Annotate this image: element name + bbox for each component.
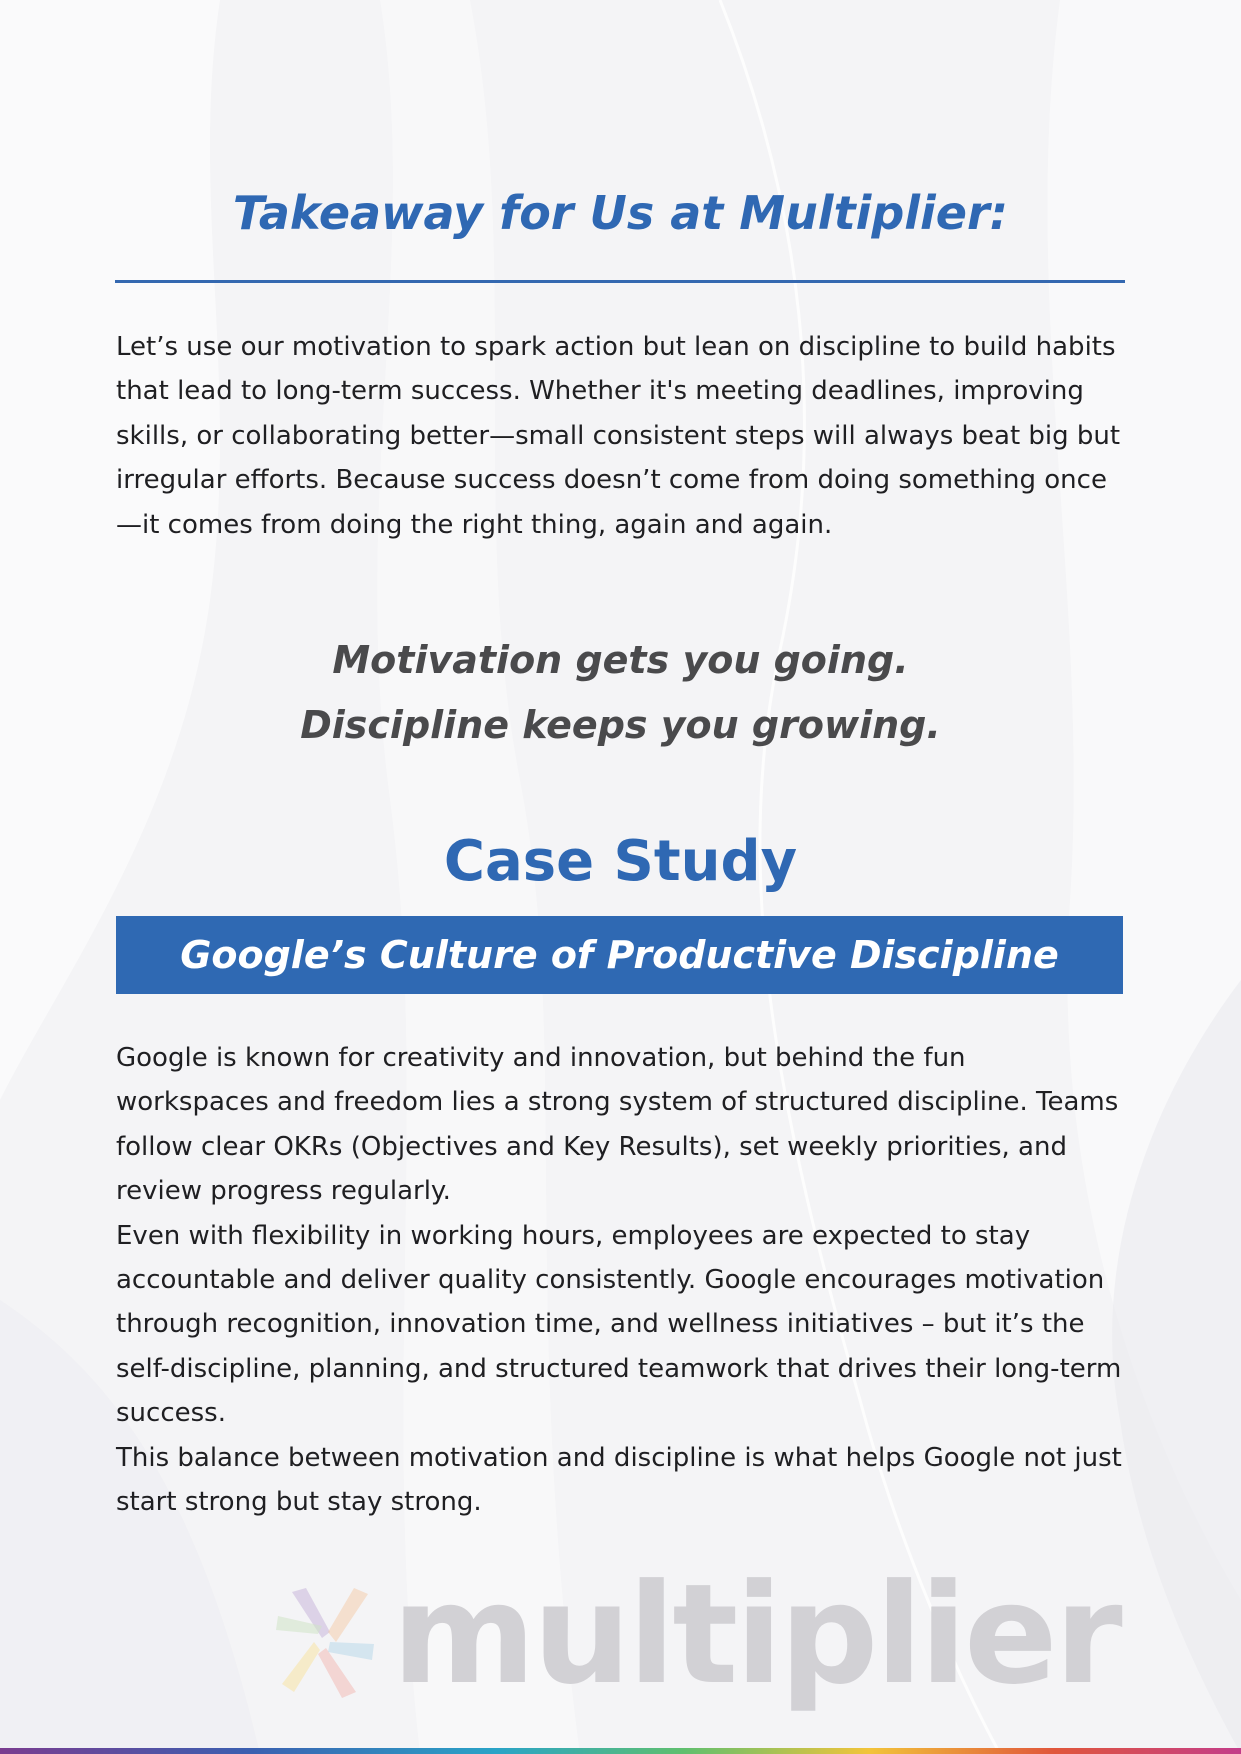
heading-divider [115,280,1125,283]
case-study-banner [116,916,1123,994]
takeaway-paragraph: Let’s use our motivation to spark action but lean on discipline to build habits that lead to long-term success. Whether it's meeting deadlines, improving skills, or collaborating better—small consistent steps will always beat big but irregular efforts. Because success doesn’t come from doing something once—it comes from doing the right thing, again and again. [116,332,1121,540]
case-study-paragraph: This balance between motivation and discipline is what helps Google not just start strong but stay strong. [116,1442,1122,1518]
rainbow-footer-strip [0,1748,1241,1754]
multiplier-x-icon [270,1580,380,1700]
case-study-heading: Case Study [443,829,798,894]
multiplier-logo [270,1554,1120,1720]
takeaway-heading: Takeaway for Us at Multiplier: [232,186,1009,240]
case-study-paragraph: Even with flexibility in working hours, employees are expected to stay accountable and deliver quality consistently. Google encourages motivation through recognition, innovation time, and wellness initiatives – but it’s the self-discipline, planning, and structured teamwork that drives their long-term success. [116,1220,1122,1429]
quote-line-1: Motivation gets you going. [332,638,909,682]
case-study-subtitle: Google’s Culture of Productive Discipline [180,933,1059,977]
motivation-quote [0,628,1241,758]
multiplier-wordmark: multiplier [392,1554,1120,1715]
case-study-body [116,1036,1126,1524]
quote-line-2: Discipline keeps you growing. [300,703,941,747]
case-study-paragraph: Google is known for creativity and innovation, but behind the fun workspaces and freedom lies a strong system of structured discipline. Teams follow clear OKRs (Objectives and Key Results), set weekly priorities, and review progress regularly. [116,1043,1119,1207]
